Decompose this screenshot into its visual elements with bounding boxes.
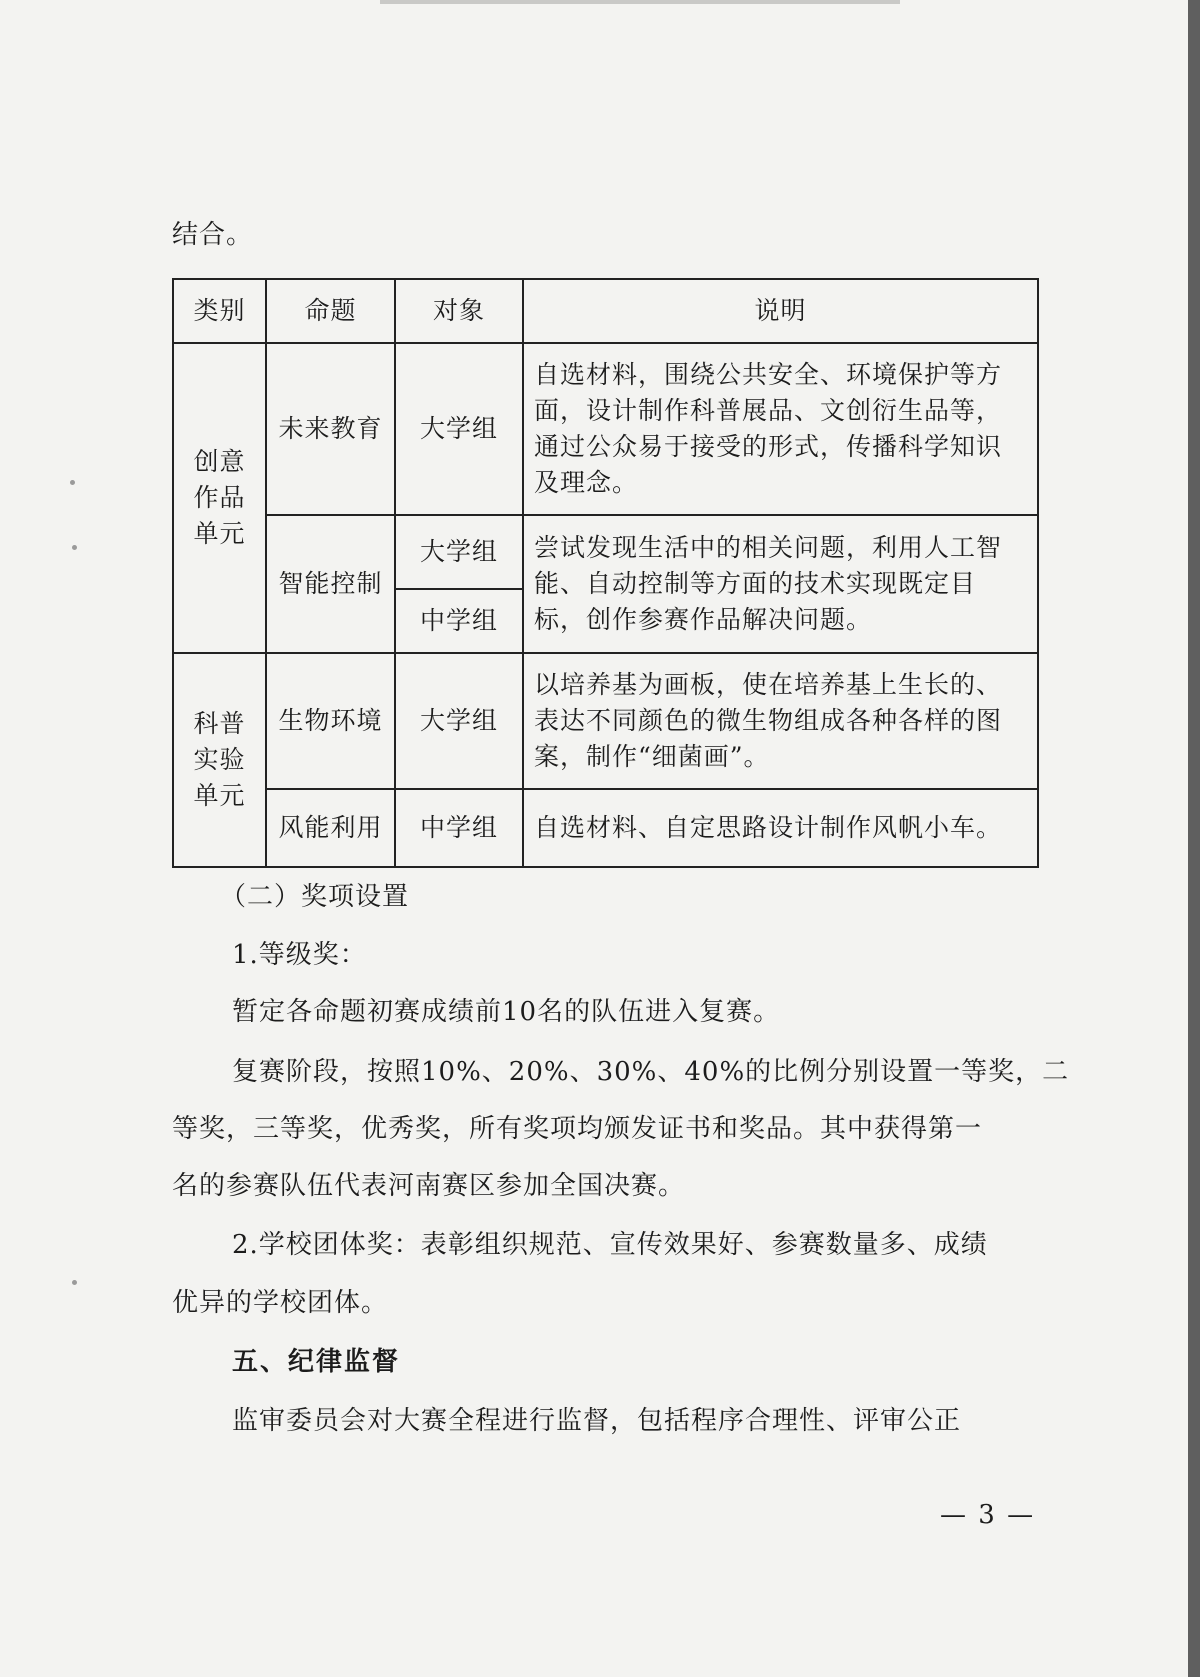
header-topic: 命题 bbox=[266, 279, 395, 343]
topic-cell: 生物环境 bbox=[266, 653, 395, 789]
header-category: 类别 bbox=[173, 279, 266, 343]
topic-cell: 风能利用 bbox=[266, 789, 395, 867]
category-cell: 科普实验单元 bbox=[173, 653, 266, 867]
scan-edge-line bbox=[380, 0, 900, 4]
topic-cell: 智能控制 bbox=[266, 515, 395, 653]
target-cell: 大学组 bbox=[395, 343, 523, 515]
grade-award-paragraph-2-line-1: 复赛阶段，按照10%、20%、30%、40%的比例分别设置一等奖，二 bbox=[232, 1057, 1070, 1087]
page-number: — 3 — bbox=[940, 1500, 1036, 1530]
scan-speck bbox=[72, 1280, 77, 1285]
competition-table bbox=[172, 278, 1039, 868]
description-cell: 以培养基为画板，使在培养基上生长的、表达不同颜色的微生物组成各种各样的图案，制作“细菌画”。 bbox=[523, 653, 1038, 789]
grade-award-title: 1.等级奖： bbox=[232, 940, 367, 970]
target-cell: 大学组 bbox=[395, 515, 523, 589]
grade-award-paragraph-2-line-2: 等奖，三等奖，优秀奖，所有奖项均颁发证书和奖品。其中获得第一 bbox=[172, 1114, 983, 1144]
supervision-paragraph-line-1: 监审委员会对大赛全程进行监督，包括程序合理性、评审公正 bbox=[232, 1406, 962, 1436]
category-cell: 创意作品单元 bbox=[173, 343, 266, 653]
section-5-title: 五、纪律监督 bbox=[232, 1347, 401, 1377]
description-cell: 自选材料、自定思路设计制作风帆小车。 bbox=[523, 789, 1038, 867]
target-cell: 大学组 bbox=[395, 653, 523, 789]
target-cell: 中学组 bbox=[395, 789, 523, 867]
table-header-row bbox=[173, 279, 1038, 343]
section-2-title: （二）奖项设置 bbox=[220, 882, 410, 912]
school-award-line-1: 2.学校团体奖：表彰组织规范、宣传效果好、参赛数量多、成绩 bbox=[232, 1230, 988, 1260]
header-target: 对象 bbox=[395, 279, 523, 343]
scan-speck bbox=[70, 480, 75, 485]
grade-award-paragraph-1: 暂定各命题初赛成绩前10名的队伍进入复赛。 bbox=[232, 997, 781, 1027]
description-cell: 自选材料，围绕公共安全、环境保护等方面，设计制作科普展品、文创衍生品等，通过公众易于接受的形式，传播科学知识及理念。 bbox=[523, 343, 1038, 515]
scan-border bbox=[1188, 0, 1200, 1677]
header-description: 说明 bbox=[523, 279, 1038, 343]
grade-award-paragraph-2-line-3: 名的参赛队伍代表河南赛区参加全国决赛。 bbox=[172, 1171, 686, 1201]
table-row bbox=[173, 789, 1038, 867]
description-cell: 尝试发现生活中的相关问题，利用人工智能、自动控制等方面的技术实现既定目标，创作参赛作品解决问题。 bbox=[523, 515, 1038, 653]
school-award-line-2: 优异的学校团体。 bbox=[172, 1288, 389, 1318]
scan-speck bbox=[72, 545, 77, 550]
target-cell: 中学组 bbox=[395, 589, 523, 653]
topic-cell: 未来教育 bbox=[266, 343, 395, 515]
table-row bbox=[173, 343, 1038, 515]
table-row bbox=[173, 653, 1038, 789]
intro-tail-text: 结合。 bbox=[172, 220, 254, 250]
table-row bbox=[173, 515, 1038, 589]
